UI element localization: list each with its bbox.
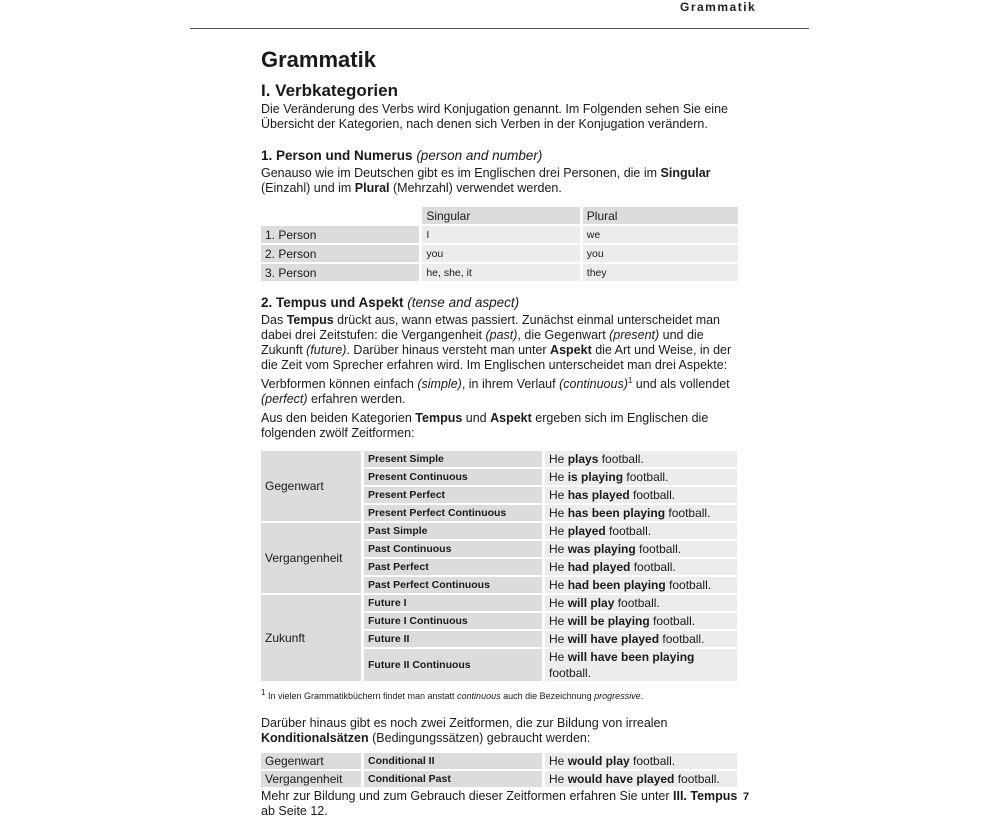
subsection-title-en: (tense and aspect) bbox=[407, 295, 520, 310]
table-row bbox=[261, 595, 737, 611]
example-sentence: He played football. bbox=[545, 523, 737, 539]
table-cell: you bbox=[422, 245, 579, 262]
example-sentence: He had been playing football. bbox=[545, 577, 737, 593]
tense-paragraph: Das Tempus drückt aus, wann etwas passiert. Zunächst einmal unterscheidet man dabei drei Zeitstufen: die Vergangenheit (past), die Gegenwart (present) und die Zukunft (future). Darüber hinaus versteht man unter Aspekt die Art und Weise, in der die Zeit vom Sprecher erfahren wird. Im Englischen unterscheidet man drei Aspekte: Verbformen können einfach (simple), in ihrem Verlauf (continuous)$^1$ und als vollendet (perfect) erfahren werden. bbox=[261, 313, 732, 407]
tense-form: Present Simple bbox=[364, 451, 542, 467]
tense-form: Future I bbox=[364, 595, 542, 611]
section-intro: Die Veränderung des Verbs wird Konjugation genannt. Im Folgenden sehen Sie eine Übersicht der Kategorien, nach denen sich Verben in der Konjugation verändern. bbox=[261, 102, 728, 131]
table-cell: we bbox=[583, 226, 738, 243]
conditional-table bbox=[258, 751, 740, 789]
tense-form: Past Continuous bbox=[364, 541, 542, 557]
section-heading: I. Verbkategorien bbox=[261, 81, 398, 100]
conditional-paragraph: Darüber hinaus gibt es noch zwei Zeitformen, die zur Bildung von irrealen Konditionalsätzen (Bedingungssätzen) gebraucht werden: bbox=[261, 716, 668, 746]
tense-form: Future II Continuous bbox=[364, 649, 542, 681]
example-sentence: He had played football. bbox=[545, 559, 737, 575]
table-row bbox=[261, 771, 737, 787]
page-title: Grammatik bbox=[261, 47, 376, 72]
tense-form: Conditional Past bbox=[364, 771, 542, 787]
example-sentence: He will have been playing football. bbox=[545, 649, 737, 681]
page-content bbox=[261, 46, 741, 819]
subsection-heading-person bbox=[261, 147, 741, 164]
row-label: 2. Person bbox=[261, 245, 419, 262]
tense-table bbox=[258, 449, 740, 683]
row-label: 3. Person bbox=[261, 264, 419, 281]
group-label: Zukunft bbox=[261, 595, 361, 681]
table-row bbox=[261, 451, 737, 467]
group-label: Gegenwart bbox=[261, 753, 361, 769]
tense-form: Past Simple bbox=[364, 523, 542, 539]
example-sentence: He would play football. bbox=[545, 753, 737, 769]
closing-paragraph: Mehr zur Bildung und zum Gebrauch dieser Zeitformen erfahren Sie unter III. Tempus ab Seite 12. bbox=[261, 789, 738, 819]
tense-form: Past Perfect Continuous bbox=[364, 577, 542, 593]
example-sentence: He will have played football. bbox=[545, 631, 737, 647]
example-sentence: He has played football. bbox=[545, 487, 737, 503]
table-cell: I bbox=[422, 226, 579, 243]
tense-form: Present Continuous bbox=[364, 469, 542, 485]
tense-form: Conditional II bbox=[364, 753, 542, 769]
table-header-cell bbox=[261, 207, 419, 224]
group-label: Vergangenheit bbox=[261, 523, 361, 593]
table-cell: you bbox=[583, 245, 738, 262]
example-sentence: He was playing football. bbox=[545, 541, 737, 557]
example-sentence: He will be playing football. bbox=[545, 613, 737, 629]
example-sentence: He has been playing football. bbox=[545, 505, 737, 521]
row-label: 1. Person bbox=[261, 226, 419, 243]
table-row bbox=[261, 523, 737, 539]
table-row bbox=[261, 264, 738, 281]
example-sentence: He will play football. bbox=[545, 595, 737, 611]
table-row bbox=[261, 245, 738, 262]
example-sentence: He would have played football. bbox=[545, 771, 737, 787]
person-table bbox=[258, 205, 741, 283]
tense-form: Future II bbox=[364, 631, 542, 647]
tense-form: Past Perfect bbox=[364, 559, 542, 575]
tense-paragraph-2: Aus den beiden Kategorien Tempus und Aspekt ergeben sich im Englischen die folgenden zwölf Zeitformen: bbox=[261, 411, 709, 441]
tense-form: Future I Continuous bbox=[364, 613, 542, 629]
person-paragraph: Genauso wie im Deutschen gibt es im Englischen drei Personen, die im Singular (Einzahl) und im Plural (Mehrzahl) verwendet werden. bbox=[261, 166, 711, 195]
table-header-cell: Singular bbox=[422, 207, 579, 224]
table-header-cell: Plural bbox=[583, 207, 738, 224]
group-label: Vergangenheit bbox=[261, 771, 361, 787]
table-cell: they bbox=[583, 264, 738, 281]
subsection-title: 1. Person und Numerus bbox=[261, 148, 413, 163]
table-cell: he, she, it bbox=[422, 264, 579, 281]
subsection-title-en: (person and number) bbox=[416, 148, 543, 163]
table-row bbox=[261, 753, 737, 769]
running-head: Grammatik bbox=[680, 0, 757, 14]
tense-form: Present Perfect bbox=[364, 487, 542, 503]
subsection-heading-tense bbox=[261, 294, 741, 311]
example-sentence: He is playing football. bbox=[545, 469, 737, 485]
example-sentence: He plays football. bbox=[545, 451, 737, 467]
tense-form: Present Perfect Continuous bbox=[364, 505, 542, 521]
table-header-row bbox=[261, 207, 738, 224]
page-number: 7 bbox=[743, 791, 750, 803]
footnote: $^1$ In vielen Grammatikbüchern findet man anstatt continuous auch die Bezeichnung progressive. bbox=[261, 688, 644, 702]
subsection-title: 2. Tempus und Aspekt bbox=[261, 295, 404, 310]
header-rule bbox=[190, 28, 809, 29]
table-row bbox=[261, 226, 738, 243]
group-label: Gegenwart bbox=[261, 451, 361, 521]
